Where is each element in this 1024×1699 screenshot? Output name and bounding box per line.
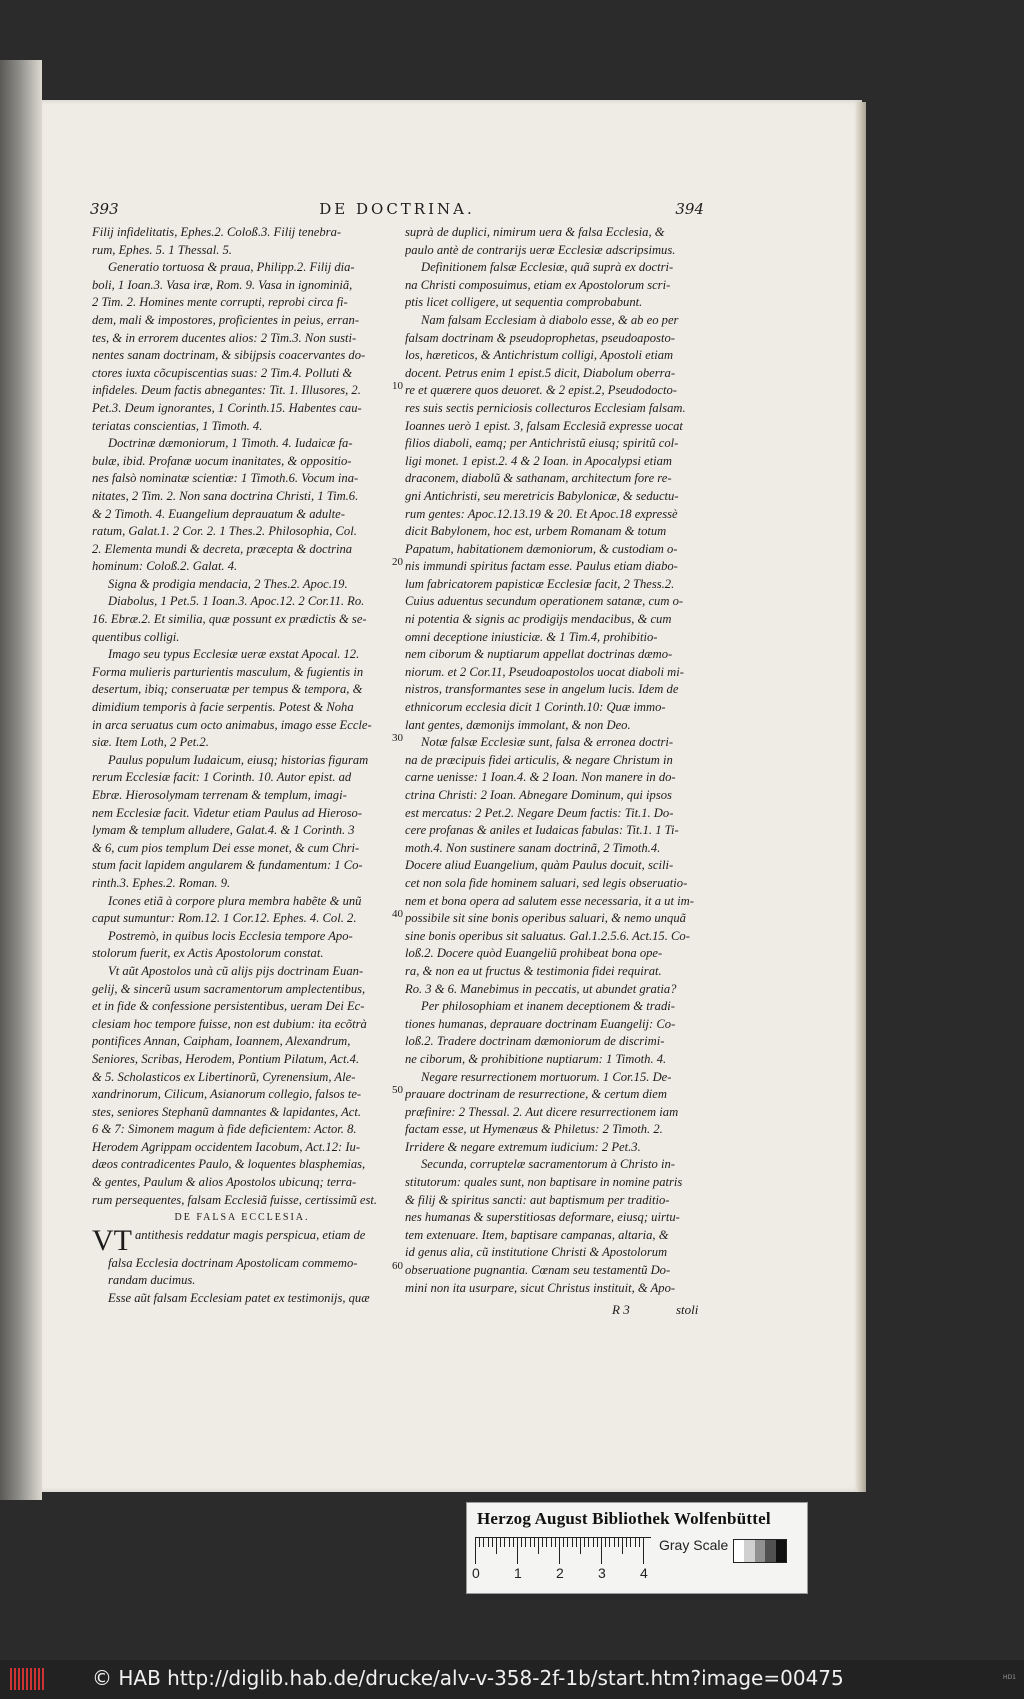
text-line: 2. Elementa mundi & decreta, præcepta & doctrina [92, 541, 353, 556]
text-line: Esse aũt falsam Ecclesiam patet ex testimonijs, quæ [108, 1291, 370, 1306]
text-line: clesiam hoc tempore fuisse, non est dubium: ita ecõtrà [92, 1016, 367, 1031]
ruler-tick [483, 1538, 484, 1547]
text-line: nitates, 2 Tim. 2. Non sana doctrina Christi, 1 Tim.6. [92, 488, 359, 503]
text-line: rum persequentes, falsam Ecclesiã fuisse, certissimũ est. [92, 1192, 378, 1207]
page-number-right: 394 [675, 200, 704, 218]
ruler-tick [567, 1538, 568, 1547]
ruler-tick [588, 1538, 589, 1547]
catchword: stoli [676, 1302, 699, 1317]
text-line: nem Ecclesiæ facit. Videtur etiam Paulus ad Hieroso- [92, 805, 363, 820]
text-line: Notæ falsæ Ecclesiæ sunt, falsa & erronea doctri- [421, 735, 674, 750]
barcode-bar [34, 1668, 36, 1690]
text-line: VT antithesis reddatur magis perspicua, etiam de [92, 1226, 366, 1255]
text-line: ne ciborum, & prohibitione nuptiarum: 1 Timoth. 4. [405, 1051, 667, 1066]
ruler-tick [609, 1538, 610, 1547]
text-line: Definitionem falsæ Ecclesiæ, quã suprà ex doctri- [421, 260, 674, 275]
ruler-tick [500, 1538, 501, 1547]
text-line: stolorum fuerit, ex Actis Apostolorum constat. [92, 946, 324, 961]
ruler-number: 2 [556, 1565, 564, 1581]
text-line: tem extenuare. Item, baptisare campanas, altaria, & [405, 1227, 669, 1242]
ruler-tick [504, 1538, 505, 1547]
text-line: suprà de duplici, nimirum uera & falsa Ecclesia, & [405, 225, 665, 239]
text-line: lum fabricatorem papisticæ Ecclesiæ facit, 2 Thess.2. [405, 576, 675, 591]
ruler-tick [525, 1538, 526, 1547]
text-line: Imago seu typus Ecclesiæ ueræ exstat Apocal. 12. [108, 647, 360, 662]
text-line: draconem, diabolũ & sathanam, architectum fore re- [405, 471, 672, 486]
text-line: Papatum, habitationem dæmoniorum, & custodiam o- [405, 541, 678, 556]
text-line: gelij, & sincerũ usum sacramentorum amplectentibus, [92, 981, 366, 996]
ruler-tick [593, 1538, 594, 1547]
text-line: Secunda, corruptelæ sacramentorum à Christo in- [421, 1157, 675, 1172]
barcode-icon [10, 1668, 44, 1690]
text-line: Per philosophiam et inanem deceptionem & tradi- [421, 999, 675, 1014]
page-number-left: 393 [90, 200, 119, 218]
text-line: moth.4. Non sustinere sanam doctrinã, 2 Timoth.4. [405, 840, 661, 855]
text-line: na Christi composuimus, etiam ex Apostolorum scri- [405, 277, 671, 292]
ruler-tick [534, 1538, 535, 1547]
text-line: re et quærere quos deuoret. & 2 epist.2, Pseudodocto- [405, 383, 678, 398]
text-line: 6 & 7: Simonem magum à fide deficientem: Actor. 8. [92, 1122, 357, 1137]
line-number: 10 [392, 380, 403, 393]
text-line: Ro. 3 & 6. Manebimus in peccatis, ut abundet gratia? [405, 981, 677, 996]
text-line: siæ. Item Loth, 2 Pet.2. [92, 735, 209, 750]
text-line: ligi monet. 1 epist.2. 4 & 2 Ioan. in Apocalypsi etiam [405, 453, 673, 468]
ruler-tick [643, 1538, 644, 1564]
text-line: Paulus populum Iudaicum, eiusq; historias figuram [108, 752, 369, 767]
text-line: loß.2. Docere quòd Euangeliũ prohibeat bona ope- [405, 946, 663, 961]
library-name: Herzog August Bibliothek Wolfenbüttel [477, 1509, 771, 1528]
text-line: gni Antichristi, seu meretricis Babylonicæ, & seductu- [405, 488, 679, 503]
section-heading: DE FALSA ECCLESIA. [174, 1212, 310, 1224]
text-line: rinth.3. Ephes.2. Roman. 9. [92, 875, 231, 890]
gray-swatch [734, 1540, 744, 1562]
gray-scale-label: Gray Scale [659, 1537, 729, 1553]
ruler-tick [597, 1538, 598, 1547]
text-line: loß.2. Tradere doctrinam dæmoniorum de discrimi- [405, 1034, 665, 1049]
ruler-tick [622, 1538, 623, 1554]
text-line: dicit Babylonem, hoc est, urbem Romanam & totum [405, 524, 667, 539]
text-line: 2 Tim. 2. Homines mente corrupti, reprobi circa fi- [92, 295, 348, 310]
ruler-tick [542, 1538, 543, 1547]
footer-tag: HD1 [1003, 1674, 1016, 1681]
ruler-tick [584, 1538, 585, 1547]
text-line: falsa Ecclesia doctrinam Apostolicam commemo- [108, 1255, 358, 1270]
text-line: Ioannes uerò 1 epist. 3, falsam Ecclesiã expresse uocat [405, 418, 683, 433]
text-line: Diabolus, 1 Pet.5. 1 Ioan.3. Apoc.12. 2 Cor.11. Ro. [108, 594, 365, 609]
ruler-tick [479, 1538, 480, 1547]
text-line: teriatas conscientias, 1 Timoth. 4. [92, 418, 263, 433]
text-line: pontifices Annan, Caipham, Ioannem, Alexandrum, [92, 1034, 351, 1049]
ruler-number: 4 [640, 1565, 648, 1581]
text-line: Postremò, in quibus locis Ecclesia tempore Apo- [108, 928, 353, 943]
gray-swatch [776, 1540, 786, 1562]
ruler-tick [635, 1538, 636, 1547]
ruler-tick [492, 1538, 493, 1547]
text-line: Docere aliud Euangelium, quàm Paulus docuit, scili- [405, 858, 674, 873]
text-line: Vt aũt Apostolos unà cũ alijs pijs doctrinam Euan- [108, 963, 364, 978]
text-line: & 2 Timoth. 4. Euangelium deprauatum & adulte- [92, 506, 345, 521]
ruler-tick [546, 1538, 547, 1547]
ruler-tick [496, 1538, 497, 1554]
text-line: mini non ita usurpare, sicut Christus instituit, & Apo- [405, 1280, 676, 1295]
text-line: nistros, transformantes sese in angelum lucis. Idem de [405, 682, 679, 697]
text-line: & gentes, Paulum & alios Apostolos ubicunq; terra- [92, 1175, 357, 1190]
line-number: 40 [392, 908, 403, 921]
ruler-tick [626, 1538, 627, 1547]
ruler-tick [618, 1538, 619, 1547]
text-line: filios diaboli, eamq; per Antichristũ eiusq; spiritũ col- [405, 436, 679, 451]
text-line: nes falsò nominatæ scientiæ: 1 Timoth.6. Vocum ina- [92, 471, 359, 486]
ruler-tick [614, 1538, 615, 1547]
line-number: 30 [392, 732, 403, 745]
text-line: rum gentes: Apoc.12.13.19 & 20. Et Apoc.18 expressè [405, 506, 678, 521]
text-line: nentes sanam doctrinam, & sibijpsis coacervantes do- [92, 348, 366, 363]
barcode-bar [10, 1668, 12, 1690]
text-line: factam esse, ut Hymenæus & Philetus: 2 Timoth. 2. [405, 1122, 663, 1137]
ruler-tick [605, 1538, 606, 1547]
text-line: nem ciborum & nuptiarum appellat doctrinas dæmo- [405, 647, 673, 662]
text-line: prauare doctrinam de resurrectione, & certum diem [405, 1087, 667, 1102]
text-line: Cuius aduentus secundum operationem satanæ, cum o- [405, 594, 684, 609]
barcode-bar [42, 1668, 44, 1690]
text-line: Filij infidelitatis, Ephes.2. Coloß.3. Filij tenebra- [92, 225, 342, 239]
text-line: los, hæreticos, & Antichristum colligi, Apostoli etiam [405, 348, 674, 363]
text-line: ctores iuxta cõcupiscentias suas: 2 Tim.4. Polluti & [92, 365, 353, 380]
ruler-tick [639, 1538, 640, 1547]
text-line: Negare resurrectionem mortuorum. 1 Cor.15. De- [421, 1069, 672, 1084]
text-line: na de præcipuis fidei articulis, & negare Christum in [405, 752, 673, 767]
text-line: Pet.3. Deum ignorantes, 1 Corinth.15. Habentes cau- [92, 400, 362, 415]
signature-mark: R 3 [612, 1302, 630, 1317]
gray-swatch [744, 1540, 754, 1562]
text-line: caput sumuntur: Rom.12. 1 Cor.12. Ephes. 4. Col. 2. [92, 911, 357, 926]
ruler-number: 0 [472, 1565, 480, 1581]
text-line: præfinire: 2 Thessal. 2. Aut dicere resurrectionem iam [405, 1104, 679, 1119]
barcode-bar [22, 1668, 24, 1690]
text-line: desertum, ibiq; conseruatæ per tempus & tempora, & [92, 682, 363, 697]
text-line: Seniores, Scribas, Herodem, Pontium Pilatum, Act.4. [92, 1051, 360, 1066]
text-line: Doctrinæ dæmoniorum, 1 Timoth. 4. Iudaicæ fa- [108, 436, 353, 451]
text-line: sine bonis operibus sit saluatus. Gal.1.2.5.6. Act.15. Co- [405, 928, 690, 943]
text-line: Irridere & negare extremum iudicium: 2 Pet.3. [405, 1139, 641, 1154]
text-line: in arca seruatus cum octo animabus, imago esse Eccle- [92, 717, 372, 732]
text-line: quentibus colligi. [92, 629, 180, 644]
book-spine [0, 60, 42, 1500]
text-line: dimidium temporis à facie serpentis. Potest & Noha [92, 700, 354, 715]
drop-cap: VT [92, 1226, 132, 1255]
ruler-tick [580, 1538, 581, 1554]
text-line: & 5. Scholasticos ex Libertinorũ, Cyrenensium, Ale- [92, 1069, 356, 1084]
source-url[interactable]: © HAB http://diglib.hab.de/drucke/alv-v-358-2f-1b/start.htm?image=00475 [92, 1666, 844, 1690]
text-line: cet non sola fide hominem saluari, sed legis obseruatio- [405, 875, 688, 890]
page-edge [856, 102, 866, 1492]
text-line: Icones etiã à corpore plura membra habẽte & unũ [108, 893, 362, 908]
text-line: hominum: Coloß.2. Galat. 4. [92, 559, 238, 574]
text-line: falsam doctrinam & pseudoprophetas, pseudoaposto- [405, 330, 675, 345]
text-line: Herodem Agrippam occidentem Iacobum, Act.12: Iu- [92, 1139, 361, 1154]
ruler-tick [521, 1538, 522, 1547]
barcode-bar [38, 1668, 40, 1690]
ruler-tick [563, 1538, 564, 1547]
ruler-numbers [472, 1565, 675, 1581]
text-line: randam ducimus. [108, 1273, 196, 1288]
text-line: Generatio tortuosa & praua, Philipp.2. Filij dia- [108, 260, 355, 275]
text-line: ctrina Christi: 2 Ioan. Abnegare Dominum, qui ipsos [405, 788, 672, 802]
text-line: dem, mali & impostores, proficientes in peius, erran- [92, 312, 360, 327]
text-line: tes, & in errorem ducentes alios: 2 Tim.3. Non susti- [92, 330, 357, 345]
text-line: res suis sectis perniciosis collecturos Ecclesiam falsam. [405, 400, 686, 415]
text-line: ra, & non ea ut fructus & testimonia fidei requirat. [405, 963, 662, 978]
text-line: est mercatus: 2 Pet.2. Negare Deum factis: Tit.1. Do- [405, 805, 674, 820]
text-line: ratum, Galat.1. 2 Cor. 2. 1 Thes.2. Philosophia, Col. [92, 524, 357, 539]
text-line: lant gentes, dæmonijs immolant, & non Deo. [405, 717, 631, 732]
text-line: Forma mulieris parturientis masculum, & fugientis in [92, 664, 364, 679]
text-line: Nam falsam Ecclesiam à diabolo esse, & ab eo per [421, 312, 679, 327]
running-head [90, 200, 704, 224]
text-line: paulo antè de contrarijs ueræ Ecclesiæ adscripsimus. [405, 242, 676, 257]
ruler-tick [551, 1538, 552, 1547]
text-line: nes humanas & superstitiosas deformare, eiusq; uirtu- [405, 1210, 680, 1225]
gray-swatch [755, 1540, 765, 1562]
text-line: stum facit lapidem angularem & fundamentum: 1 Co- [92, 858, 363, 873]
barcode-bar [18, 1668, 20, 1690]
text-line: ptis licet colligere, ut sequentia comprobabunt. [405, 295, 643, 310]
barcode-bar [30, 1668, 32, 1690]
ruler-number: 1 [514, 1565, 522, 1581]
text-line: possibile sit sine bonis operibus saluari, & nemo unquã [405, 911, 686, 926]
ruler-tick [555, 1538, 556, 1547]
text-line: id genus alia, cũ institutione Christi & Apostolorum [405, 1245, 668, 1260]
text-line: lymam & templum alludere, Galat.4. & 1 Corinth. 3 [92, 823, 355, 838]
running-title: DE DOCTRINA. [319, 200, 475, 218]
text-line: bulæ, ibid. Profanæ uocum inanitates, & oppositio- [92, 453, 352, 468]
text-line: & filij & spiritus sancti: aut baptismum per traditio- [405, 1192, 670, 1207]
text-line: ethnicorum ecclesia dicit 1 Corinth.10: Quæ immo- [405, 700, 666, 715]
text-line: docent. Petrus enim 1 epist.5 dicit, Diabolum oberra- [405, 365, 676, 380]
ruler-tick [475, 1538, 476, 1564]
right-column [405, 224, 707, 1297]
text-line: niorum. et 2 Cor.11, Pseudoapostolos uocat diaboli mi- [405, 664, 684, 679]
text-line: & 6, cum pios templum Dei esse monet, & cum Chri- [92, 840, 360, 855]
barcode-bar [14, 1668, 16, 1690]
text-line: xandrinorum, Cilicum, Asianorum collegio, falsos te- [92, 1087, 362, 1102]
gray-swatch [765, 1540, 775, 1562]
ruler-tick [576, 1538, 577, 1547]
ruler-tick [488, 1538, 489, 1547]
text-line: rum, Ephes. 5. 1 Thessal. 5. [92, 242, 232, 257]
ruler-tick [513, 1538, 514, 1547]
ruler [475, 1537, 651, 1566]
text-line: 16. Ebræ.2. Et similia, quæ possunt ex prædictis & se- [92, 612, 367, 627]
text-line: Signa & prodigia mendacia, 2 Thes.2. Apoc.19. [108, 576, 348, 591]
ruler-tick [601, 1538, 602, 1564]
barcode-bar [26, 1668, 28, 1690]
text-line: tiones humanas, deprauare doctrinam Euangelij: Co- [405, 1016, 676, 1031]
ruler-tick [530, 1538, 531, 1547]
ruler-tick [630, 1538, 631, 1547]
text-line: ni potentia & signis ac prodigijs mendacibus, & cum [405, 612, 672, 627]
text-line: stitutorum: quales sunt, non baptisare in nomine patris [405, 1175, 683, 1190]
text-line: Ebræ. Hierosolymam terrenam & templum, imagi- [92, 788, 347, 802]
text-line: nem et bona opera ad salutem esse necessaria, it a ut im- [405, 893, 694, 908]
text-line: omni deceptione iniusticiæ. & 1 Tim.4, prohibitio- [405, 629, 658, 644]
ruler-tick [559, 1538, 560, 1564]
ruler-tick [538, 1538, 539, 1554]
text-line: obseruatione pugnantia. Cœnam seu testamentũ Do- [405, 1263, 671, 1278]
gray-swatches [733, 1539, 787, 1563]
left-column [92, 224, 392, 1308]
line-number: 50 [392, 1084, 403, 1097]
text-line: rerum Ecclesiæ facit: 1 Corinth. 10. Autor epist. ad [92, 770, 352, 785]
text-line: dæos contradicentes Paulo, & loquentes blasphemias, [92, 1157, 366, 1172]
line-number: 60 [392, 1260, 403, 1273]
footer-bar [0, 1660, 1024, 1699]
text-line: stes, seniores Stephanũ damnantes & lapidantes, Act. [92, 1104, 361, 1119]
text-line: infideles. Deum factis abnegantes: Tit. 1. Illusores, 2. [92, 383, 361, 398]
text-line: cere profanas & aniles et Iudaicas fabulas: Tit.1. 1 Ti- [405, 823, 679, 838]
line-number: 20 [392, 556, 403, 569]
text-line: carne uenisse: 1 Ioan.4. & 2 Ioan. Non manere in do- [405, 770, 676, 785]
color-scale-card [466, 1502, 808, 1594]
ruler-tick [509, 1538, 510, 1547]
ruler-tick [572, 1538, 573, 1547]
text-line: boli, 1 Ioan.3. Vasa iræ, Rom. 9. Vasa in ignominiã, [92, 277, 353, 292]
ruler-number: 3 [598, 1565, 606, 1581]
ruler-tick [517, 1538, 518, 1564]
text-line: et in fide & confessione persistentibus, ueram Dei Ec- [92, 999, 365, 1014]
text-line: nis immundi spiritus factam esse. Paulus etiam diabo- [405, 559, 678, 574]
